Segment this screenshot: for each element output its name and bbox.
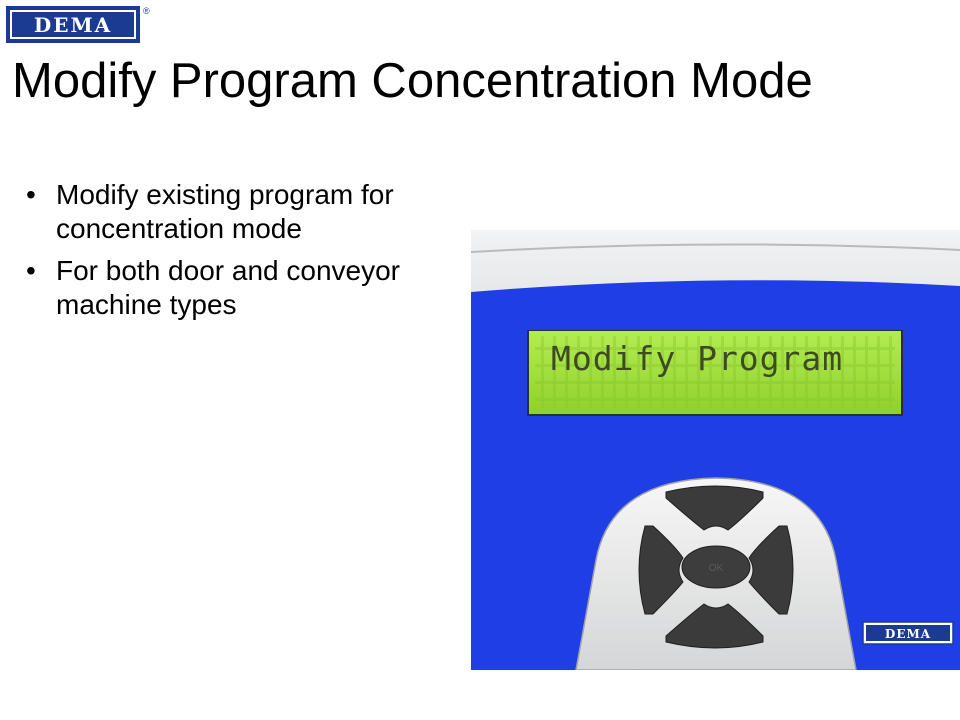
bullet-text: Modify existing program for concentration mode [56,179,394,244]
bullet-item [26,254,426,322]
bullet-list [26,178,426,330]
ok-button-label: OK [708,563,724,574]
registered-mark: ® [143,6,150,16]
dema-logo-text: DEMA [10,10,136,39]
bullet-marker: • [26,255,36,286]
bullet-marker: • [26,179,36,210]
device-dema-text: DEMA [884,627,932,641]
lcd-display [527,330,903,416]
lcd-text: Modify Program [551,339,844,378]
controller-photo [471,230,960,670]
dema-logo [6,6,140,43]
bullet-item [26,178,426,246]
bullet-text: For both door and conveyor machine types [56,255,400,320]
slide-title: Modify Program Concentration Mode [12,54,813,108]
device-dema-badge [863,622,953,644]
